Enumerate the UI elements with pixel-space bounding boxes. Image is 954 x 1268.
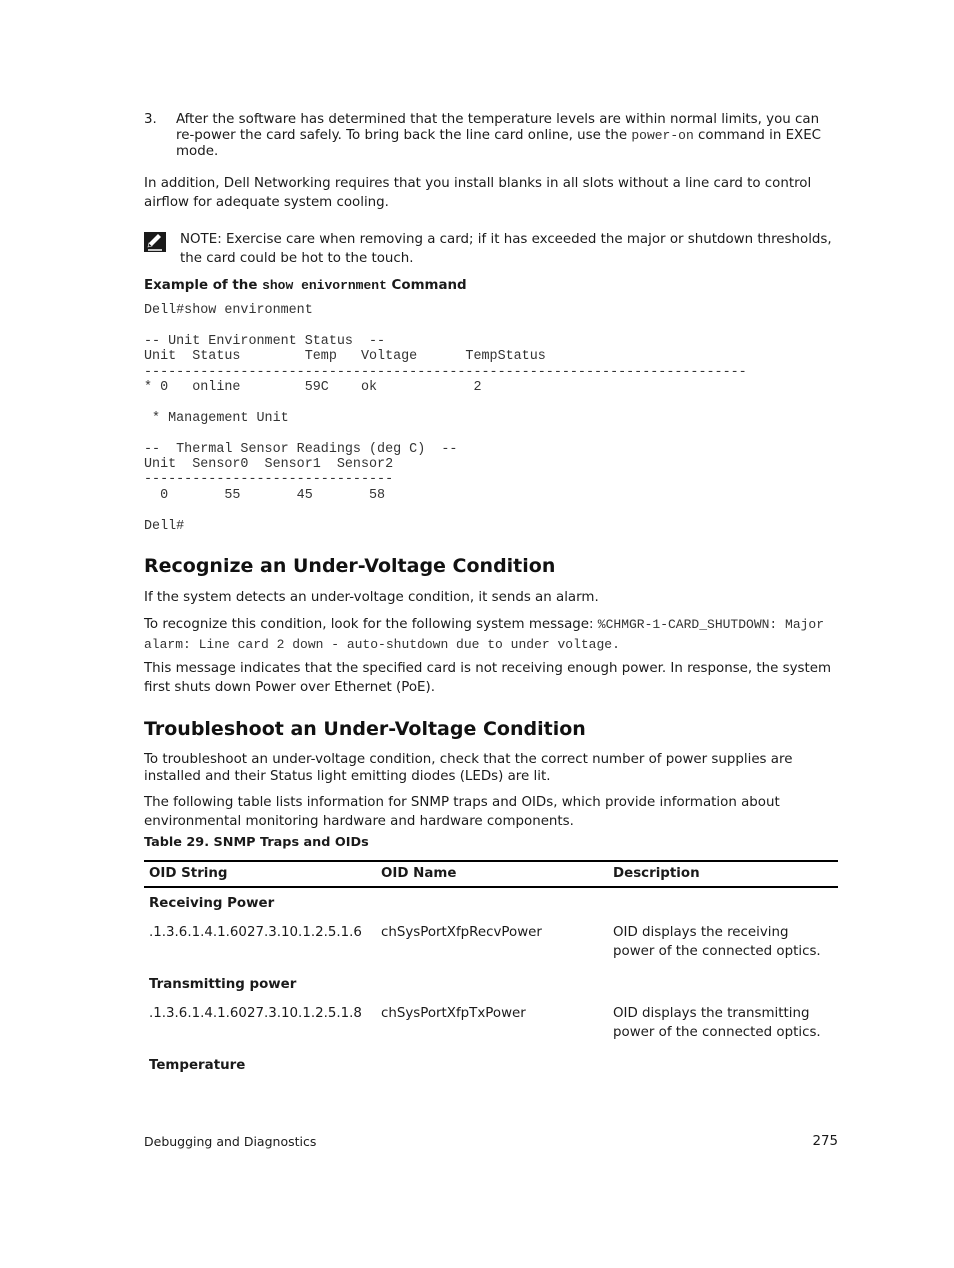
header-oid-name: OID Name: [376, 861, 608, 887]
paragraph-snmp: The following table lists information for SNMP traps and OIDs, which provide information about environmental monitoring hardware and hardware components.: [144, 795, 780, 830]
system-message-intro: To recognize this condition, look for the following system message:: [144, 617, 598, 633]
table-row: [144, 1000, 838, 1052]
cell-oid-name: chSysPortXfpRecvPower: [381, 925, 542, 941]
example-suffix: Command: [386, 278, 467, 293]
table-section-row: [144, 1052, 838, 1081]
snmp-oid-table: [144, 860, 838, 1081]
note-box: [144, 230, 838, 268]
heading-recognize-under-voltage: Recognize an Under-Voltage Condition: [144, 555, 556, 578]
table-caption: Table 29. SNMP Traps and OIDs: [144, 835, 369, 851]
note-label: NOTE:: [180, 232, 222, 247]
cli-output-block: Dell#show environment -- Unit Environment Status -- Unit Status Temp Voltage TempStatus --------------------------------------------------------------------------- * 0 online 59C ok 2 * Management Unit -- Thermal Sensor Readings (deg C) -- Unit Sensor0 Sensor1 Sensor2 ------------------------------- 0 55 45 58 Dell#: [144, 303, 747, 534]
note-pencil-icon: [144, 232, 166, 252]
footer-page-number: 275: [812, 1134, 838, 1149]
numbered-step-3: [144, 112, 838, 160]
header-description: Description: [608, 861, 838, 887]
paragraph-alarm: If the system detects an under-voltage condition, it sends an alarm.: [144, 590, 599, 606]
note-text: Exercise care when removing a card; if it has exceeded the major or shutdown thresholds, the card could be hot to the touch.: [180, 232, 832, 266]
step-text-before: After the software has determined that the temperature levels are within normal limits, you can re-power the card safely. To bring back the line card online, use the: [176, 112, 820, 143]
paragraph-blanks: In addition, Dell Networking requires that you install blanks in all slots without a line card to control airflow for adequate system cooling.: [144, 176, 812, 210]
cell-oid-string: .1.3.6.1.4.1.6027.3.10.1.2.5.1.6: [149, 925, 362, 941]
step-number: 3.: [144, 112, 157, 127]
cell-oid-string: .1.3.6.1.4.1.6027.3.10.1.2.5.1.8: [149, 1006, 362, 1022]
cell-description: OID displays the receiving power of the connected optics.: [613, 925, 821, 960]
table-row: [144, 919, 838, 971]
table-section-row: [144, 887, 838, 919]
document-page: [144, 112, 838, 1081]
example-command: show enivornment: [262, 278, 387, 293]
section-title: Temperature: [149, 1058, 246, 1074]
example-prefix: Example of the: [144, 278, 263, 293]
system-message-code: %CHMGR-1-CARD_SHUTDOWN: Major alarm: Line card 2 down - auto-shutdown due to under voltage.: [144, 617, 825, 653]
step-inline-code: power-on: [631, 128, 694, 143]
example-heading: [144, 278, 838, 293]
section-title: Receiving Power: [149, 896, 275, 912]
step-text-after: command in EXEC mode.: [176, 128, 822, 159]
cell-description: OID displays the transmitting power of the connected optics.: [613, 1006, 821, 1041]
cell-oid-name: chSysPortXfpTxPower: [381, 1006, 526, 1022]
table-header-row: [144, 861, 838, 887]
heading-troubleshoot-under-voltage: Troubleshoot an Under-Voltage Condition: [144, 718, 586, 741]
paragraph-poe: This message indicates that the specified card is not receiving enough power. In response, the system first shuts down Power over Ethernet (PoE).: [144, 661, 832, 696]
header-oid-string: OID String: [144, 861, 376, 887]
section-title: Transmitting power: [149, 977, 297, 993]
table-section-row: [144, 971, 838, 1000]
paragraph-system-message: [144, 615, 838, 655]
footer-chapter-title: Debugging and Diagnostics: [144, 1134, 317, 1149]
paragraph-power-supplies: To troubleshoot an under-voltage condition, check that the correct number of power supplies are installed and their Status light emitting diodes (LEDs) are lit.: [144, 752, 793, 785]
